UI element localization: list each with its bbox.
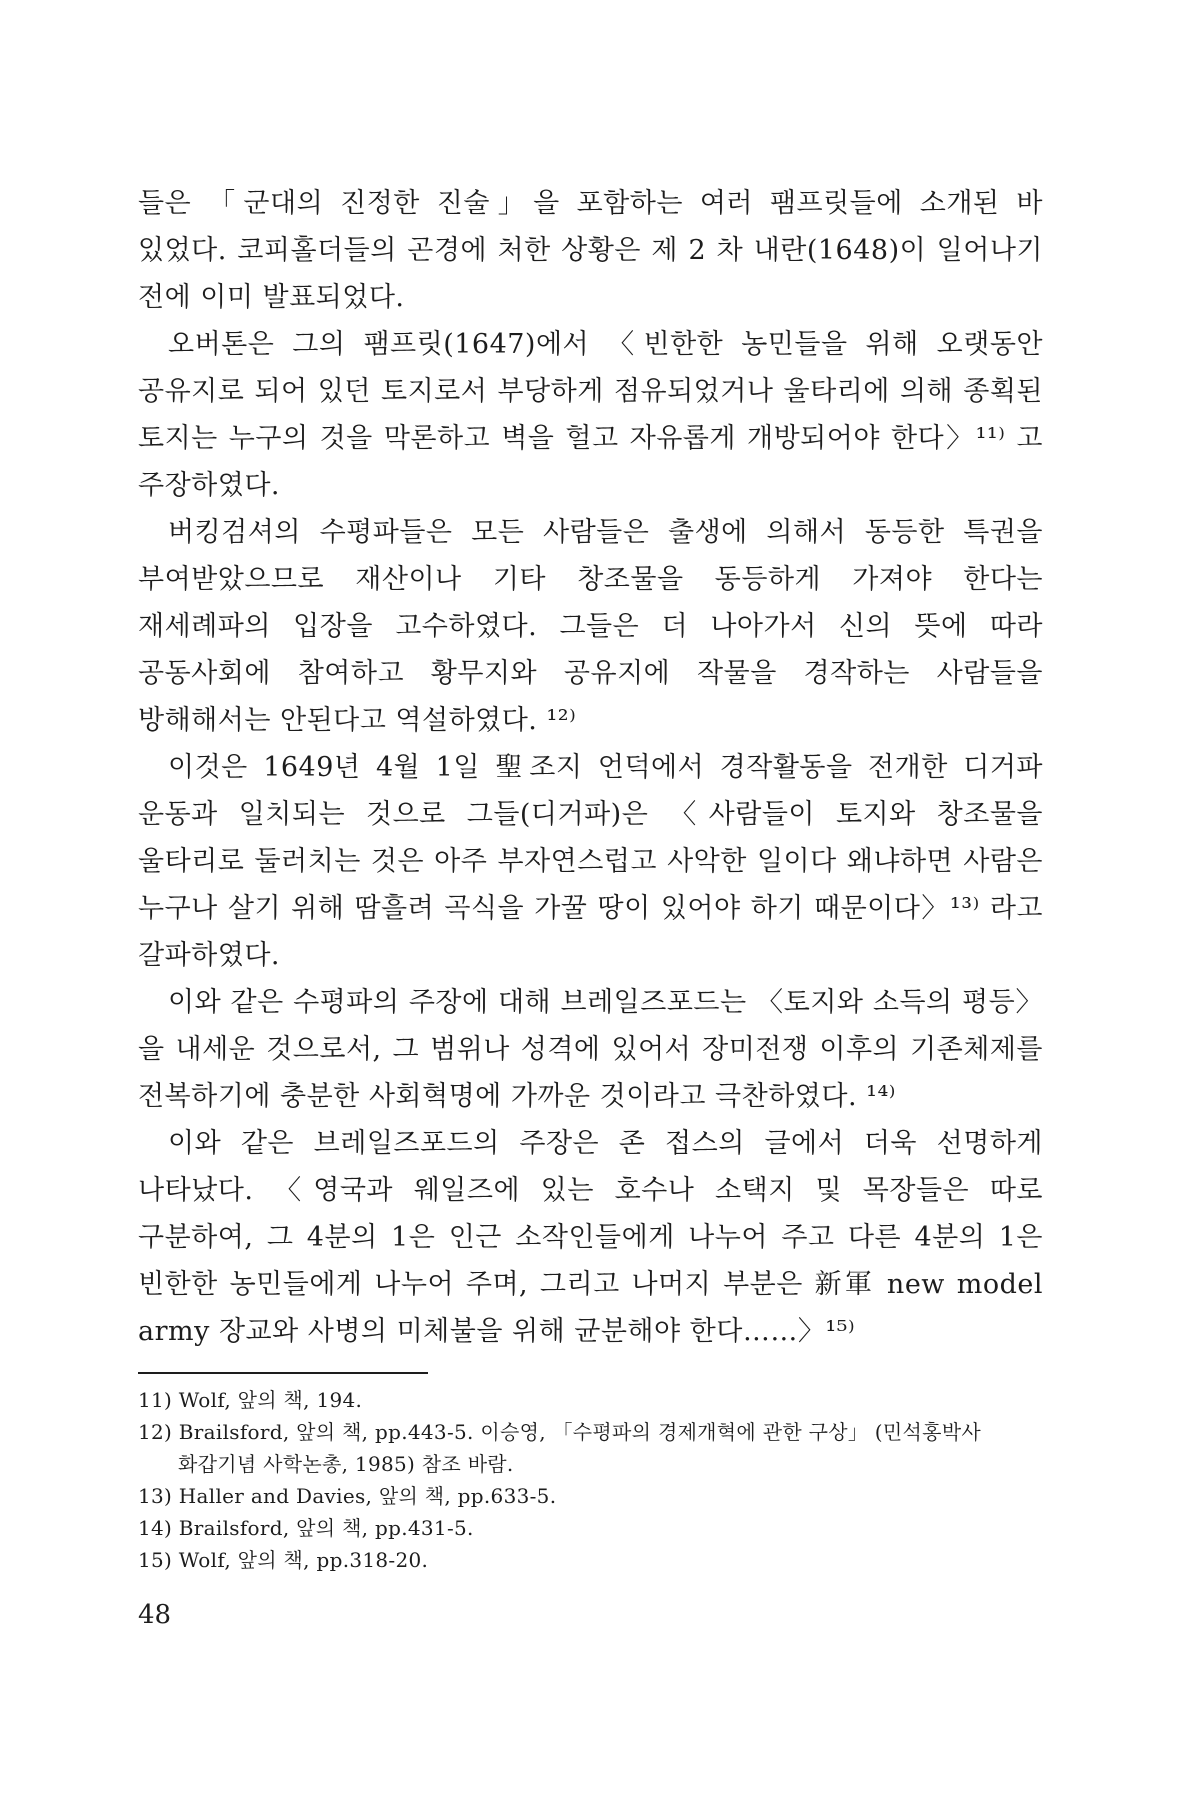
paragraph-2: 오버톤은 그의 팸프릿(1647)에서 〈빈한한 농민들을 위해 오랫동안 공유지로 되어 있던 토지로서 부당하게 점유되었거나 울타리에 의해 종획된 토지는 누구의 것을 막론하고 벽을 헐고 자유롭게 개방되어야 한다〉¹¹⁾ 고 주장하였다. bbox=[138, 329, 1043, 501]
paragraph-5: 이와 같은 수평파의 주장에 대해 브레일즈포드는 〈토지와 소득의 평등〉을 내세운 것으로서, 그 범위나 성격에 있어서 장미전쟁 이후의 기존체제를 전복하기에 충분한 사회혁명에 가까운 것이라고 극찬하였다. ¹⁴⁾ bbox=[138, 987, 1043, 1112]
footnotes bbox=[138, 1384, 1043, 1576]
footnote-14: 14) Brailsford, 앞의 책, pp.431-5. bbox=[138, 1516, 474, 1540]
footnote-divider bbox=[138, 1372, 428, 1374]
page-number: 48 bbox=[138, 1600, 172, 1630]
footnote-11: 11) Wolf, 앞의 책, 194. bbox=[138, 1388, 363, 1412]
paragraph-1: 들은 「군대의 진정한 진술」을 포함하는 여러 팸프릿들에 소개된 바 있었다. 코피홀더들의 곤경에 처한 상황은 제 2 차 내란(1648)이 일어나기 전에 이미 발표되었다. bbox=[138, 188, 1043, 313]
main-text bbox=[138, 180, 1043, 1355]
footnote-12: 12) Brailsford, 앞의 책, pp.443-5. 이승영, 「수평파의 경제개혁에 관한 구상」 (민석홍박사 화갑기념 사학논총, 1985) 참조 바람. bbox=[138, 1420, 982, 1476]
footnote-15: 15) Wolf, 앞의 책, pp.318-20. bbox=[138, 1548, 429, 1572]
paragraph-3: 버킹검셔의 수평파들은 모든 사람들은 출생에 의해서 동등한 특권을 부여받았으므로 재산이나 기타 창조물을 동등하게 가져야 한다는 재세례파의 입장을 고수하였다. 그들은 더 나아가서 신의 뜻에 따라 공동사회에 참여하고 황무지와 공유지에 작물을 경작하는 사람들을 방해해서는 안된다고 역설하였다. ¹²⁾ bbox=[138, 517, 1043, 736]
footnote-13: 13) Haller and Davies, 앞의 책, pp.633-5. bbox=[138, 1484, 557, 1508]
paragraph-6: 이와 같은 브레일즈포드의 주장은 존 접스의 글에서 더욱 선명하게 나타났다. 〈영국과 웨일즈에 있는 호수나 소택지 및 목장들은 따로 구분하여, 그 4분의 1은 인근 소작인들에게 나누어 주고 다른 4분의 1은 빈한한 농민들에게 나누어 주며, 그리고 나머지 부분은 新軍 new model army 장교와 사병의 미체불을 위해 균분해야 한다……〉¹⁵⁾ bbox=[138, 1128, 1043, 1347]
paragraph-4: 이것은 1649년 4월 1일 聖조지 언덕에서 경작활동을 전개한 디거파 운동과 일치되는 것으로 그들(디거파)은 〈사람들이 토지와 창조물을 울타리로 둘러치는 것은 아주 부자연스럽고 사악한 일이다 왜냐하면 사람은 누구나 살기 위해 땀흘려 곡식을 가꿀 땅이 있어야 하기 때문이다〉¹³⁾ 라고 갈파하였다. bbox=[138, 752, 1043, 971]
